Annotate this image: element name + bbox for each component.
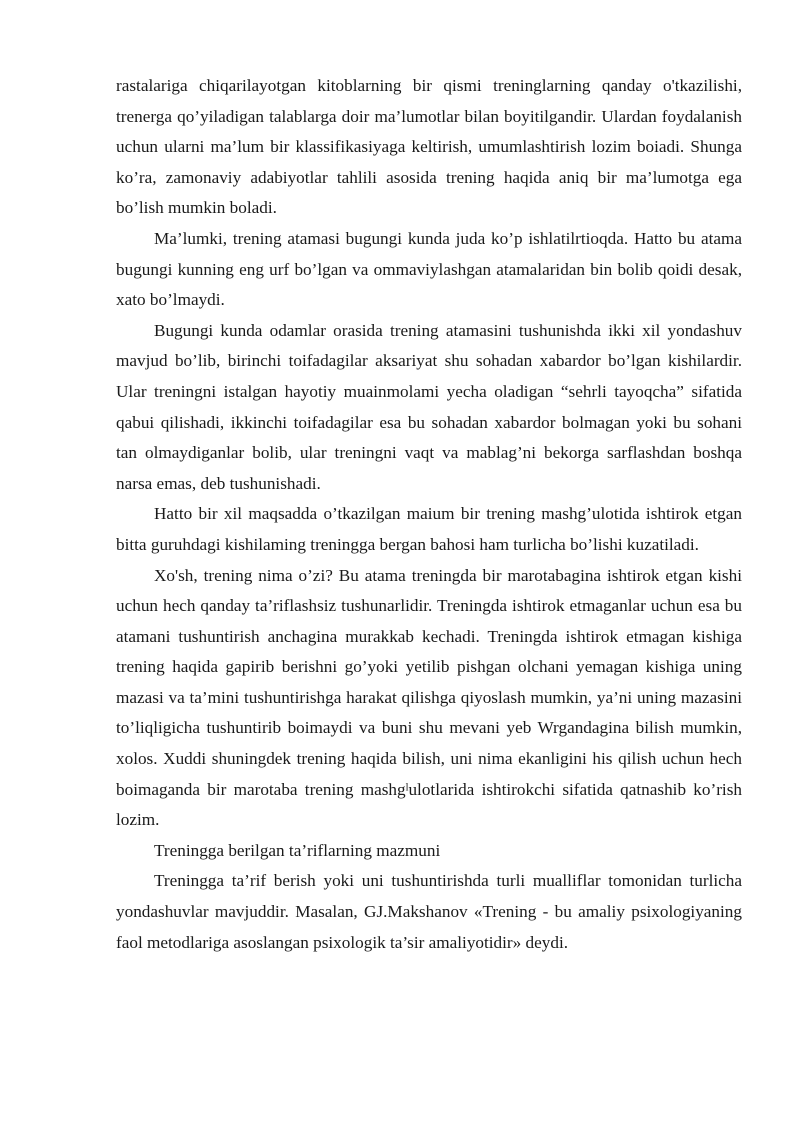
paragraph-trening-atamasi: Ma’lumki, trening atamasi bugungi kunda juda ko’p ishlatilrtioqda. Hatto bu atama bugungi kunning eng urf bo’lgan va ommaviylashgan atamalaridan bin bolib qoidi desak, xato bo’lmaydi. bbox=[116, 228, 742, 310]
section-heading: Treningga berilgan ta’riflarning mazmuni bbox=[154, 840, 441, 860]
document-page bbox=[116, 71, 742, 958]
paragraph-turlicha-baho: Hatto bir xil maqsadda o’tkazilgan maium bir trening mashg’ulotida ishtirok etgan bitta guruhdagi kishilaming treningga bergan bahosi ham turlicha bo’lishi kuzatiladi. bbox=[116, 504, 742, 554]
paragraph-continuation: rastalariga chiqarilayotgan kitoblarning bir qismi treninglarning qanday o'tkazilishi, trenerga qo’yiladigan talablarga doir ma’lumotlar bilan boyitilgandir. Ulardan foydalanish uchun ularni ma’lum bir klassifikasiyaga keltirish, umumlashtirish lozim boiadi. Shunga ko’ra, zamonaviy adabiyotlar tahlili asosida trening haqida aniq bir ma’lumotga ega bo’lish mumkin boladi. bbox=[116, 76, 742, 218]
paragraph-ikki-xil-yondashuv: Bugungi kunda odamlar orasida trening atamasini tushunishda ikki xil yondashuv mavjud bo’lib, birinchi toifadagilar aksariyat shu sohadan xabardor bo’lgan kishilardir. Ular treningni istalgan hayotiy muainmolami yecha oladigan “sehrli tayoqcha” sifatida qabui qilishadi, ikkinchi toifadagilar esa bu sohadan xabardor bolmagan yoki bu sohani tan olmaydiganlar bolib, ular treningni vaqt va mablag’ni bekorga sarflashdan boshqa narsa emas, deb tushunishadi. bbox=[116, 320, 742, 493]
paragraph-treningga-tarif: Treningga ta’rif berish yoki uni tushuntirishda turli mualliflar tomonidan turlicha yondashuvlar mavjuddir. Masalan, GJ.Makshanov «Trening - bu amaliy psixologiyaning faol metodlariga asoslangan psixologik ta’sir amaliyotidir» deydi. bbox=[116, 871, 742, 952]
paragraph-trening-nima: Xo'sh, trening nima o’zi? Bu atama treningda bir marotabagina ishtirok etgan kishi uchun hech qanday ta’riflashsiz tushunarlidir. Treningda ishtirok etmaganlar uchun esa bu atamani tushuntirish anchagina murakkab kechadi. Treningda ishtirok etmagan kishiga trening haqida gapirib berishni go’yoki yetilib pishgan olchani yemagan kishiga uning mazasi va ta’mini tushuntirishga harakat qilishga qiyoslash mumkin, ya’ni uning mazasini to’liqligicha tushuntirib boimaydi va buni shu mevani yeb Wrgandagina bilish mumkin, xolos. Xuddi shuningdek trening haqida bilish, uni nima ekanligini his qilish uchun hech boimaganda bir marotaba trening mashgˡulotlarida ishtirokchi sifatida qatnashib ko’rish lozim. bbox=[116, 565, 742, 830]
